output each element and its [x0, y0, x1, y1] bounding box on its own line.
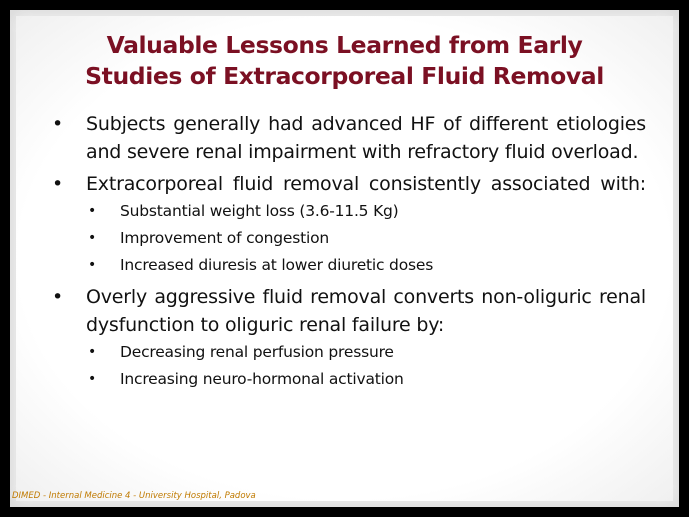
sub-bullet-3-1 — [88, 339, 640, 366]
sub-bullet-3-1-text: Decreasing renal perfusion pressure — [120, 343, 394, 361]
sub-bullet-icon: • — [88, 230, 97, 246]
bullet-point-3-text: Overly aggressive fluid removal converts non-oliguric renal dysfunction to oliguric renal failure by: — [86, 286, 646, 336]
sub-bullet-icon: • — [88, 344, 97, 360]
bullet-point-3 — [52, 283, 646, 339]
bullet-icon: • — [52, 286, 64, 308]
bullet-point-1-text: Subjects generally had advanced HF of different etiologies and severe renal impairment with refractory fluid overload. — [86, 113, 646, 163]
slide-title — [10, 30, 679, 92]
sub-bullet-3-2-text: Increasing neuro-hormonal activation — [120, 370, 404, 388]
sub-bullet-2-2-text: Improvement of congestion — [120, 229, 330, 247]
sub-bullet-icon: • — [88, 371, 97, 387]
bullet-icon: • — [52, 113, 64, 135]
sub-bullet-2-3 — [88, 252, 640, 279]
sub-bullet-2-1-text: Substantial weight loss (3.6-11.5 Kg) — [120, 202, 399, 220]
sub-bullet-2-2 — [88, 225, 640, 252]
sub-bullet-icon: • — [88, 257, 97, 273]
bullet-point-2-text: Extracorporeal fluid removal consistently associated with: — [86, 173, 646, 195]
slide-footer: DIMED - Internal Medicine 4 - University Hospital, Padova — [12, 491, 256, 501]
sub-bullet-icon: • — [88, 203, 97, 219]
sub-bullet-2-3-text: Increased diuresis at lower diuretic doses — [120, 256, 434, 274]
bullet-icon: • — [52, 173, 64, 195]
bullet-point-2 — [52, 170, 646, 198]
slide — [10, 10, 679, 507]
sub-bullet-2-1 — [88, 198, 640, 225]
bullet-list — [10, 110, 679, 393]
sub-bullet-3-2 — [88, 366, 640, 393]
title-line-2: Studies of Extracorporeal Fluid Removal — [85, 62, 604, 90]
bullet-point-1 — [52, 110, 646, 166]
title-line-1: Valuable Lessons Learned from Early — [106, 31, 583, 59]
